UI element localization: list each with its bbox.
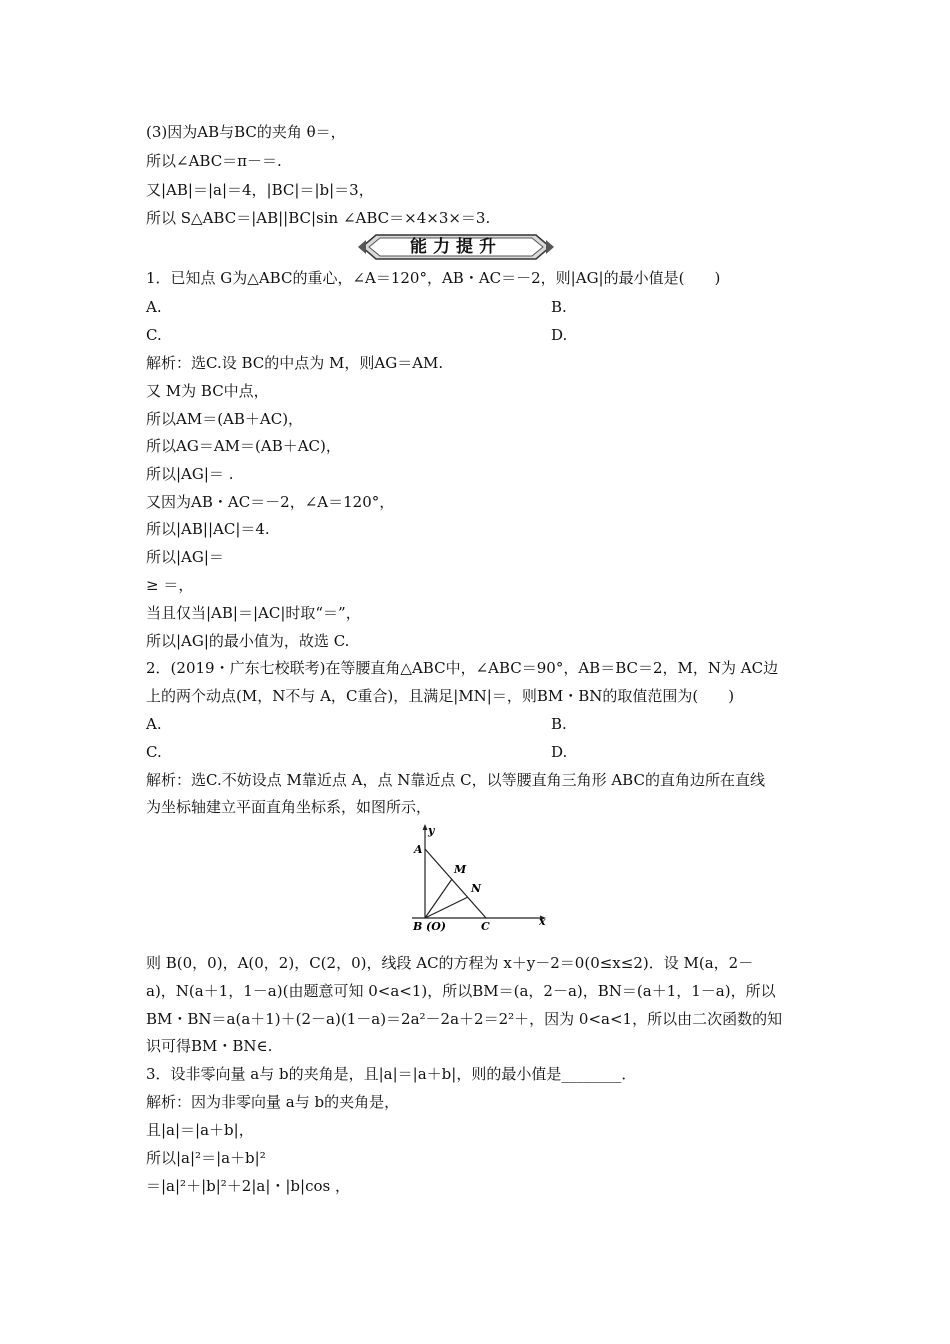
- label-b: B: [413, 920, 423, 933]
- section-banner: [356, 233, 556, 261]
- text-line: 所以∠ABC＝π－＝.: [146, 152, 282, 170]
- option-b: B.: [551, 298, 567, 316]
- solution-line: 当且仅当|AB|＝|AC|时取“＝”，: [146, 604, 361, 622]
- segment-bn: [425, 897, 468, 918]
- option-a: A.: [146, 715, 162, 733]
- solution-line: 解析：因为非零向量 a与 b的夹角是，: [146, 1093, 400, 1111]
- solution-line: ≥ ＝，: [146, 576, 194, 594]
- text-line: 又|AB|＝|a|＝4，|BC|＝|b|＝3，: [146, 181, 374, 199]
- label-x: x: [539, 915, 546, 928]
- option-b: B.: [551, 715, 567, 733]
- text-line: 所以 S△ABC＝|AB||BC|sin ∠ABC＝×4×3×＝3.: [146, 209, 491, 227]
- solution-line: BM・BN＝a(a＋1)＋(2－a)(1－a)＝2a²－2a＋2＝2²＋，因为 0<a<1，所以由二次函数的知: [146, 1010, 783, 1028]
- solution-line: 所以AM＝(AB＋AC)，: [146, 410, 304, 428]
- question-2-stem: 上的两个动点(M，N不与 A，C重合)，且满足|MN|＝，则BM・BN的取值范围为( ): [146, 687, 735, 705]
- solution-line: 则 B(0，0)，A(0，2)，C(2，0)，线段 AC的方程为 x＋y－2＝0(0≤x≤2)．设 M(a，2－: [146, 954, 754, 972]
- label-a: A: [414, 843, 423, 856]
- coordinate-figure: [402, 822, 552, 937]
- label-o: (O): [426, 920, 446, 933]
- question-1-stem: 1．已知点 G为△ABC的重心，∠A＝120°，AB・AC＝－2，则|AG|的最小值是( ): [146, 269, 721, 287]
- solution-line: 所以|AB||AC|＝4.: [146, 520, 270, 538]
- solution-line: 解析：选C.设 BC的中点为 M，则AG＝AM.: [146, 354, 444, 372]
- solution-line: 且|a|＝|a＋b|，: [146, 1121, 254, 1139]
- section-banner-title: 能力提升: [410, 237, 502, 257]
- label-y: y: [428, 824, 435, 837]
- solution-line: a)，N(a＋1，1－a)(由题意可知 0<a<1)，所以BM＝(a，2－a)，BN＝(a＋1，1－a)，所以: [146, 982, 776, 1000]
- option-c: C.: [146, 326, 162, 344]
- option-a: A.: [146, 298, 162, 316]
- solution-line: 所以|a|²＝|a＋b|²: [146, 1149, 266, 1167]
- solution-line: 所以|AG|＝: [146, 548, 224, 566]
- segment-bm: [425, 879, 452, 918]
- question-3-stem: 3．设非零向量 a与 b的夹角是，且|a|＝|a＋b|，则的最小值是________．: [146, 1065, 637, 1083]
- label-n: N: [471, 882, 482, 895]
- option-c: C.: [146, 743, 162, 761]
- text-line: (3)因为AB与BC的夹角 θ＝，: [146, 123, 346, 141]
- solution-line: 所以|AG|的最小值为，故选 C.: [146, 632, 350, 650]
- label-m: M: [454, 863, 467, 876]
- solution-line: 解析：选C.不妨设点 M靠近点 A，点 N靠近点 C，以等腰直角三角形 ABC的直角边所在直线: [146, 771, 765, 789]
- triangle-diagram: [402, 822, 552, 937]
- option-d: D.: [551, 326, 568, 344]
- solution-line: 又 M为 BC中点，: [146, 382, 269, 400]
- solution-line: ＝|a|²＋|b|²＋2|a|・|b|cos ，: [146, 1177, 350, 1195]
- solution-line: 所以|AG|＝ .: [146, 465, 234, 483]
- solution-line: 所以AG＝AM＝(AB＋AC)，: [146, 437, 341, 455]
- label-c: C: [481, 920, 490, 933]
- solution-line: 为坐标轴建立平面直角坐标系，如图所示，: [146, 798, 432, 816]
- option-d: D.: [551, 743, 568, 761]
- solution-line: 又因为AB・AC＝－2，∠A＝120°，: [146, 493, 395, 511]
- question-2-stem: 2．(2019・广东七校联考)在等腰直角△ABC中，∠ABC＝90°，AB＝BC＝2，M，N为 AC边: [146, 659, 779, 677]
- solution-line: 识可得BM・BN∈.: [146, 1037, 273, 1055]
